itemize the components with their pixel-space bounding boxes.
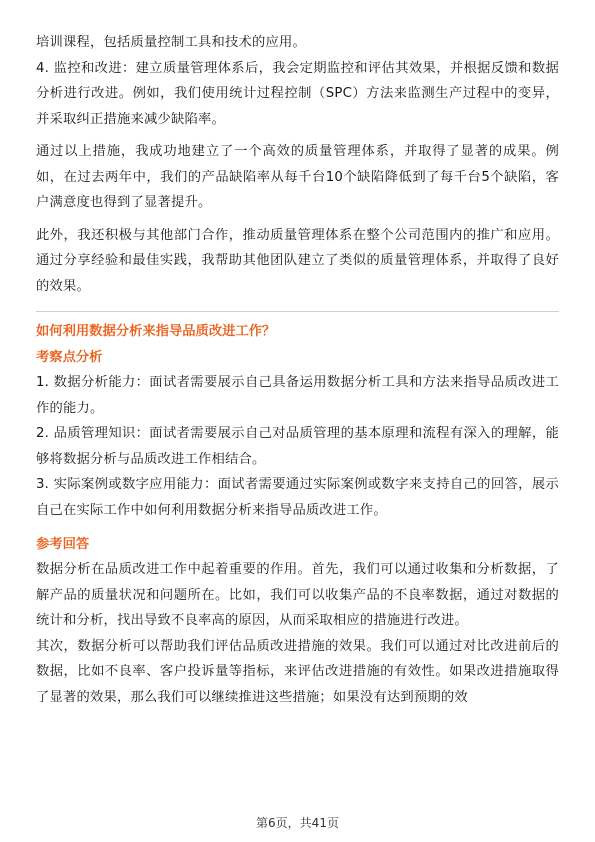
document-page [36,30,559,710]
question-title: 如何利用数据分析来指导品质改进工作？ [36,324,276,339]
analysis-heading: 考察点分析 [36,350,103,365]
analysis-item: 3. 实际案例或数字应用能力：面试者需要通过实际案例或数字来支持自己的回答，展示自己在实际工作中如何利用数据分析来指导品质改进工作。 [36,477,559,518]
answer-paragraph: 数据分析在品质改进工作中起着重要的作用。首先，我们可以通过收集和分析数据，了解产品的质量状况和问题所在。比如，我们可以收集产品的不良率数据，通过对数据的统计和分析，找出导致不良率高的原因，从而采取相应的措施进行改进。 [36,562,559,628]
paragraph-results: 通过以上措施，我成功地建立了一个高效的质量管理体系，并取得了显著的成果。例如，在过去两年中，我们的产品缺陷率从每千台10个缺陷降低到了每千台5个缺陷，客户满意度也得到了显著提升。 [36,144,559,210]
section-divider [36,311,559,312]
paragraph-monitor-improve: 4. 监控和改进：建立质量管理体系后，我会定期监控和评估其效果，并根据反馈和数据分析进行改进。例如，我们使用统计过程控制（SPC）方法来监测生产过程中的变异，并采取纠正措施来减少缺陷率。 [36,60,559,127]
answer-heading: 参考回答 [36,537,90,552]
analysis-item: 1. 数据分析能力：面试者需要展示自己具备运用数据分析工具和方法来指导品质改进工作的能力。 [36,375,559,416]
analysis-item: 2. 品质管理知识：面试者需要展示自己对品质管理的基本原理和流程有深入的理解，能够将数据分析与品质改进工作相结合。 [36,426,559,467]
paragraph-collaboration: 此外，我还积极与其他部门合作，推动质量管理体系在整个公司范围内的推广和应用。通过分享经验和最佳实践，我帮助其他团队建立了类似的质量管理体系，并取得了良好的效果。 [36,227,559,294]
paragraph-training: 培训课程，包括质量控制工具和技术的应用。 [36,35,306,50]
answer-paragraph: 其次，数据分析可以帮助我们评估品质改进措施的效果。我们可以通过对比改进前后的数据，比如不良率、客户投诉量等指标，来评估改进措施的有效性。如果改进措施取得了显著的效果，那么我们可以继续推进这些措施；如果没有达到预期的效 [36,638,559,705]
page-number-footer: 第6页，共41页 [256,816,339,830]
